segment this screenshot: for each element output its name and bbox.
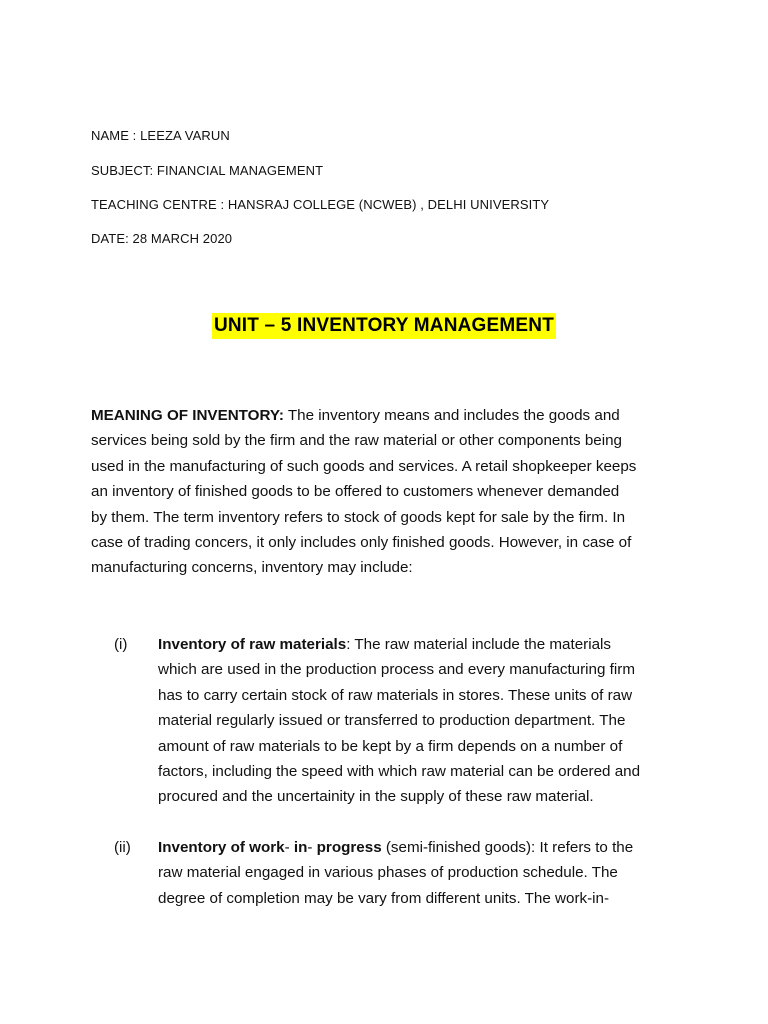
wip-line-2: raw material engaged in various phases of production schedule. The — [158, 864, 618, 882]
meaning-line-4: an inventory of finished goods to be offered to customers whenever demanded — [91, 483, 620, 501]
unit-title: UNIT – 5 INVENTORY MANAGEMENT — [212, 313, 556, 339]
meaning-line-2: services being sold by the firm and the raw material or other components being — [91, 432, 622, 450]
meaning-heading: MEANING OF INVENTORY: — [91, 407, 284, 424]
wip-heading-part: - — [284, 839, 294, 856]
meaning-line-1 — [91, 403, 681, 428]
teaching-centre-line: TEACHING CENTRE : HANSRAJ COLLEGE (NCWEB) , DELHI UNIVERSITY — [91, 197, 550, 212]
wip-heading-part: in — [293, 839, 308, 856]
meaning-line-7: manufacturing concerns, inventory may include: — [91, 559, 413, 577]
name-line: NAME : LEEZA VARUN — [91, 128, 230, 143]
wip-text: (semi-finished goods): It refers to the — [381, 839, 634, 856]
wip-heading-part: progress — [316, 839, 382, 856]
raw-materials-line-6: factors, including the speed with which raw material can be ordered and — [158, 763, 641, 781]
list-item-raw-materials — [158, 632, 688, 810]
wip-line-1 — [158, 835, 688, 860]
raw-materials-line-5: amount of raw materials to be kept by a firm depends on a number of — [158, 737, 623, 755]
meaning-line-6: case of trading concers, it only includes only finished goods. However, in case of — [91, 534, 632, 552]
list-item-number: (ii) — [114, 839, 131, 856]
meaning-paragraph — [91, 403, 681, 581]
wip-heading-part: Inventory of work — [158, 839, 285, 856]
meaning-line-5: by them. The term inventory refers to stock of goods kept for sale by the firm. In — [91, 508, 626, 526]
subject-line: SUBJECT: FINANCIAL MANAGEMENT — [91, 163, 324, 178]
list-item-work-in-progress — [158, 835, 688, 911]
title-block — [0, 313, 768, 339]
raw-materials-line-2: which are used in the production process and every manufacturing firm — [158, 661, 635, 679]
raw-materials-line-1 — [158, 632, 688, 657]
raw-materials-line-3: has to carry certain stock of raw materials in stores. These units of raw — [158, 686, 633, 704]
wip-line-3: degree of completion may be vary from different units. The work-in- — [158, 889, 610, 907]
date-line: DATE: 28 MARCH 2020 — [91, 231, 233, 246]
list-item-number: (i) — [114, 636, 128, 653]
raw-materials-line-4: material regularly issued or transferred to production department. The — [158, 712, 626, 730]
raw-materials-heading: Inventory of raw materials — [158, 636, 347, 653]
meaning-line-3: used in the manufacturing of such goods and services. A retail shopkeeper keeps — [91, 457, 637, 475]
meaning-text: The inventory means and includes the goods and — [283, 407, 620, 424]
raw-materials-text: : The raw material include the materials — [346, 636, 612, 653]
wip-heading-part: - — [307, 839, 317, 856]
raw-materials-line-7: procured and the uncertainity in the supply of these raw material. — [158, 788, 594, 806]
